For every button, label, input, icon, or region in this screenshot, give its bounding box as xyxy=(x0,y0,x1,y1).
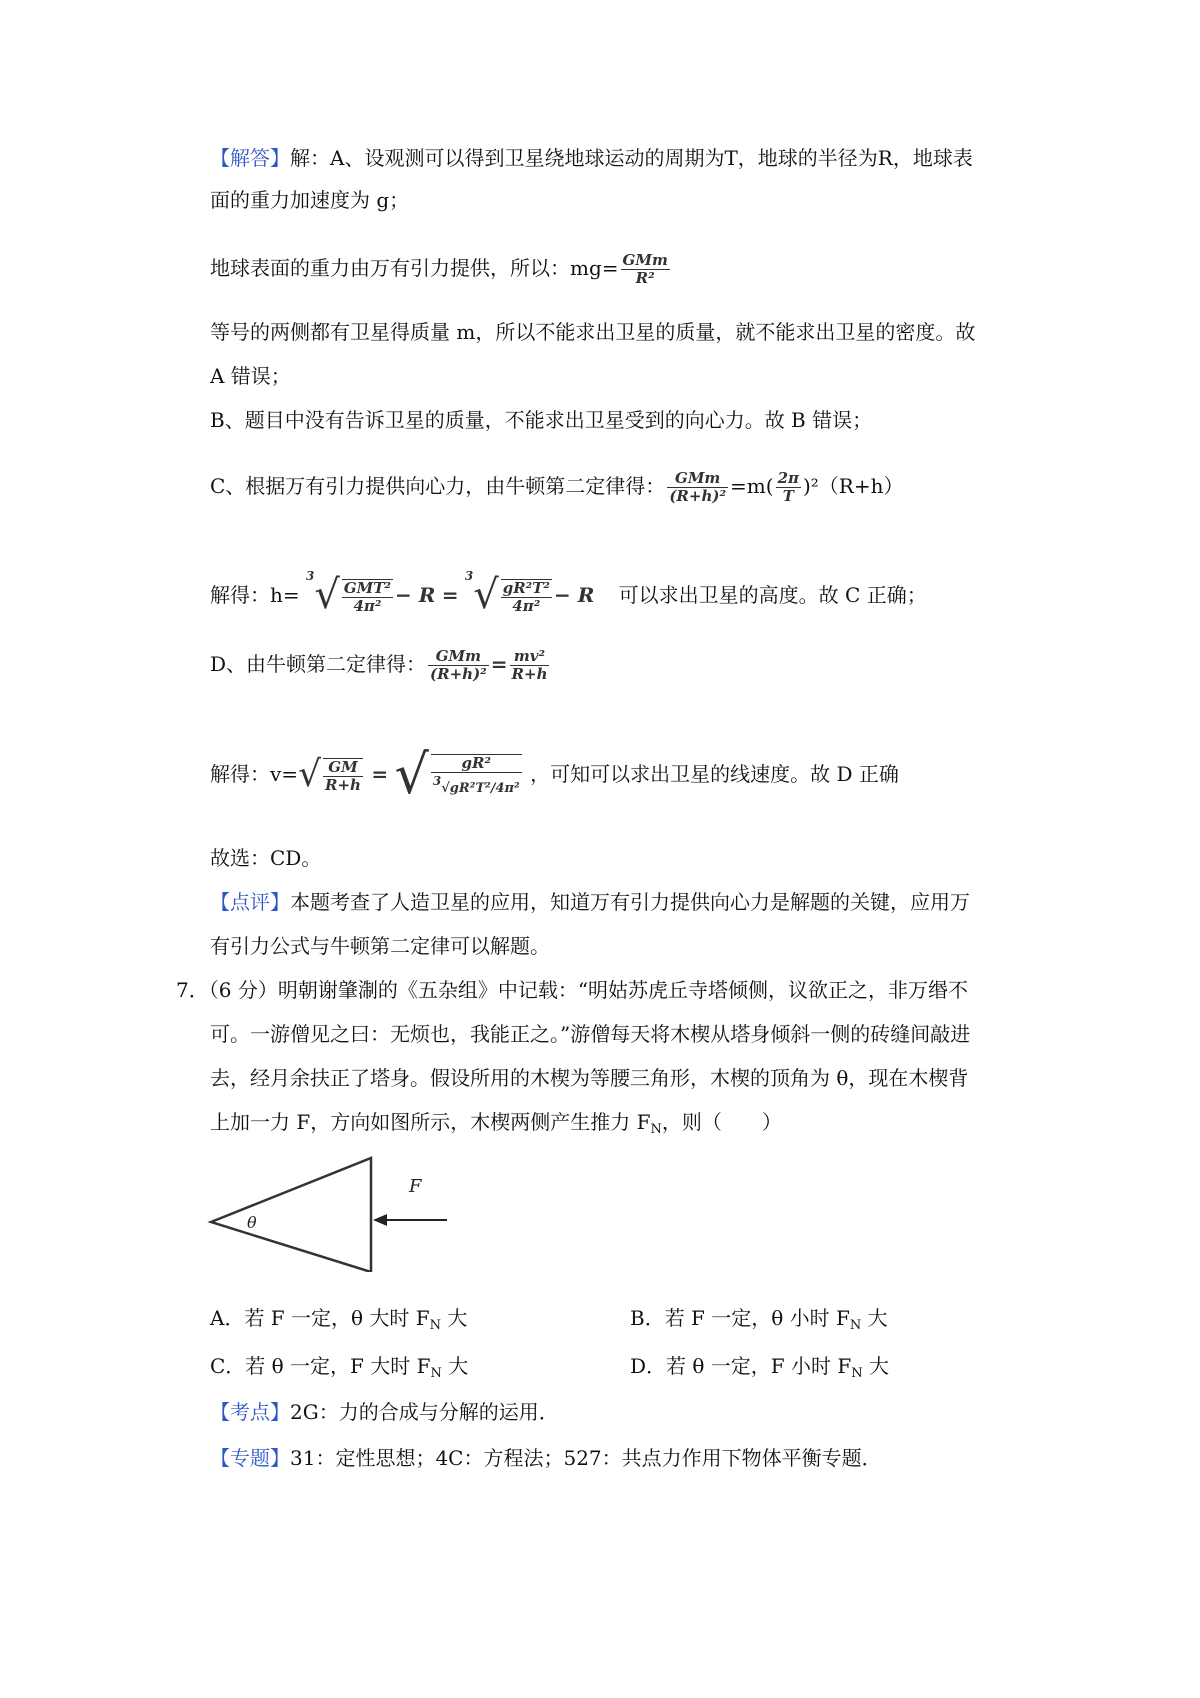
force-arrow-head xyxy=(373,1214,387,1226)
option-c[interactable]: C．若 θ 一定，F 大时 $F_N$ 大 xyxy=(210,1354,469,1381)
radical-sign-1: √ xyxy=(314,572,340,618)
formula-nested-root: $\frac{\text{gR²}}{\text{3√gR²T²/4π²}}$ xyxy=(432,754,520,796)
option-a[interactable]: A．若 F 一定，θ 大时 $F_N$ 大 xyxy=(210,1306,468,1333)
answer-line-6: B、题目中没有告诉卫星的质量，不能求出卫星受到的向心力。故 B 错误； xyxy=(210,408,873,432)
options-row-2 xyxy=(210,1352,889,1388)
gravity-text: 地球表面的重力由万有引力提供，所以：mg= xyxy=(210,256,619,280)
option-b[interactable]: B．若 F 一定，θ 小时 $F_N$ 大 xyxy=(630,1306,888,1333)
formula-gm-over-rh: $\frac{GM}{R+h}$ xyxy=(325,757,361,794)
answer-line-10: 解得：v=√ $\frac{GM}{R+h}$ = √ $\frac{\text{gR²}}{\text{3√gR²T²/4π²}}$ ，可知可以求出卫星的线速度。故 D 正确 xyxy=(210,743,899,806)
formula-gmt2-over-4pi2: $\frac{\text{GMT²}}{\text{4π²}}$ xyxy=(343,578,392,615)
zhuanti-tag: 【专题】 xyxy=(210,1446,290,1470)
answer-line-1 xyxy=(210,144,973,172)
answer-line-8: 解得：h= $^3$√ $\frac{\text{GMT²}}{\text{4π²}}$ − R = $^3$√ $\frac{\text{gR²T²}}{\text{4π²}}$ − R 可以求出卫星的高度。故 C 正确； xyxy=(210,569,927,618)
radical-sign-2: √ xyxy=(473,572,499,618)
answer-tag: 【解答】 xyxy=(210,146,290,170)
question-7-line-1: 7．（6 分）明朝谢肇淛的《五杂组》中记载：“明姑苏虎丘寺塔倾侧，议欲正之，非万缗不 xyxy=(176,978,969,1002)
option-d[interactable]: D．若 θ 一定，F 小时 $F_N$ 大 xyxy=(630,1354,889,1381)
theta-label: θ xyxy=(247,1213,257,1232)
radical-sign-4: √ xyxy=(394,743,429,806)
answer-line-5: A 错误； xyxy=(210,364,291,388)
question-number: 7． xyxy=(176,978,209,1002)
radical-sign-3: √ xyxy=(298,754,322,795)
option-c-text: C、根据万有引力提供向心力，由牛顿第二定律得： xyxy=(210,474,666,498)
answer-line-11: 故选：CD。 xyxy=(210,846,322,870)
zhuanti-line: 【专题】31：定性思想；4C：方程法；527：共点力作用下物体平衡专题． xyxy=(210,1446,882,1470)
formula-gmm-over-r2: $\frac{\text{GMm}}{\text{R²}}$ xyxy=(622,251,668,287)
formula-gr2t2-over-4pi2: $\frac{\text{gR²T²}}{\text{4π²}}$ xyxy=(502,578,550,615)
formula-mv2-over-rh: $\frac{\text{mv²}}{R+h}$ xyxy=(511,647,548,683)
question-7-line-2: 可。一游僧见之曰：无烦也，我能正之。”游僧每天将木楔从塔身倾斜一侧的砖缝间敲进 xyxy=(210,1022,971,1046)
answer-line-9: D、由牛顿第二定律得： $\frac{\text{GMm}}{\text{(R+h)²}}$ = $\frac{\text{mv²}}{R+h}$ xyxy=(210,647,548,683)
formula-gmm-over-rh2-d: $\frac{\text{GMm}}{\text{(R+h)²}}$ xyxy=(430,647,487,683)
question-7-line-3: 去，经月余扶正了塔身。假设所用的木楔为等腰三角形，木楔的顶角为 θ，现在木楔背 xyxy=(210,1066,969,1090)
wedge-figure xyxy=(205,1150,465,1272)
answer-line-4: 等号的两侧都有卫星得质量 m，所以不能求出卫星的质量，就不能求出卫星的密度。故 xyxy=(210,320,976,344)
force-label: F xyxy=(409,1176,422,1197)
answer-line-7: C、根据万有引力提供向心力，由牛顿第二定律得： $\frac{\text{GMm}}{\text{(R+h)²}}$ =m( $\frac{2\pi}{T}$ )²（R+h） xyxy=(210,469,904,505)
review-tag: 【点评】 xyxy=(210,890,290,914)
review-line-1: 【点评】本题考查了人造卫星的应用，知道万有引力提供向心力是解题的关键，应用万 xyxy=(210,890,970,914)
answer-line-3 xyxy=(210,252,672,287)
answer-text-1: 解：A、设观测可以得到卫星绕地球运动的周期为T，地球的半径为R，地球表 xyxy=(290,146,973,170)
kaodian-line: 【考点】2G：力的合成与分解的运用． xyxy=(210,1400,559,1424)
question-7-line-4: 上加一力 F，方向如图所示，木楔两侧产生推力 $F_N$，则（ ） xyxy=(210,1110,782,1137)
answer-line-2: 面的重力加速度为 g； xyxy=(210,188,410,212)
review-line-2: 有引力公式与牛顿第二定律可以解题。 xyxy=(210,934,550,958)
wedge-triangle xyxy=(211,1158,371,1272)
formula-gmm-over-rh2: $\frac{\text{GMm}}{\text{(R+h)²}}$ xyxy=(669,469,727,505)
options-row-1 xyxy=(210,1304,888,1340)
formula-2pi-over-t: $\frac{2\pi}{T}$ xyxy=(777,469,799,505)
kaodian-tag: 【考点】 xyxy=(210,1400,290,1424)
